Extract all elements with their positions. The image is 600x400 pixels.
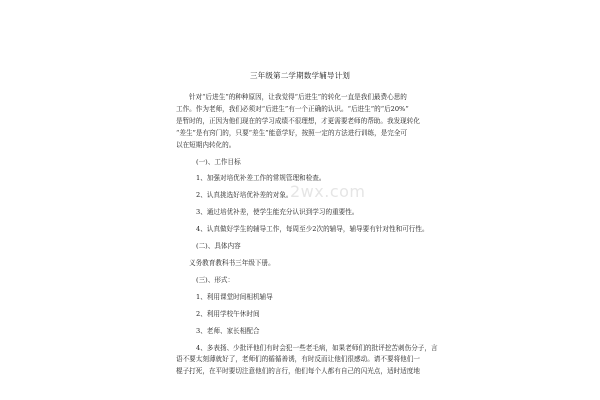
goal-item: 4、认真做好学生的辅导工作，每周至少2次的辅导，辅导要有针对性和可行性。 [196,225,429,234]
intro-line: 针对“后进生”的种种原因，让我觉得“后进生”的转化一直是我们最费心思的 [189,93,407,101]
section-heading-content: (二)、具体内容 [196,242,241,251]
point4-line: 语不要太刻薄就好了，老师们的循循善诱，有时反而让他们很感动。请不要将他们一 [176,355,420,364]
document-title: 三年级第二学期数学辅导计划 [249,71,351,80]
point4-paragraph [176,343,436,379]
document-body [176,92,436,378]
section-heading-forms: (三)、形式： [196,275,235,284]
intro-paragraph [176,92,436,152]
goal-item: 1、加强对培优补差工作的常规管理和检查。 [196,174,326,183]
form-item: 2、利用学校午休时间 [196,309,260,318]
intro-line: “差生”是有窍门的，只要“差生”能意学好，按照一定的方法进行训练，是完全可 [176,128,408,137]
intro-line: 是暂时的，正因为他们现在的学习成绩不很理想，才更需要老师的帮助。我发现转化 [176,116,420,125]
form-item: 3、老师、家长相配合 [196,326,260,335]
intro-line: 工作。作为老师，我们必须对“后进生”有一个正确的认识。“后进生”的“后20%” [176,104,409,113]
section-heading-goals: (一)、工作目标 [196,157,241,166]
watermark-text: 2wx.com [290,182,366,201]
intro-line: 以在短期内转化的。 [176,140,236,149]
content-line: 义务教育教科书三年级下册。 [189,258,275,267]
form-item: 1、利用课堂时间相机辅导 [196,292,273,301]
point4-line: 4、多表扬、少批评他们有时会犯一些老毛病，如果老师们的批评挖苦刺伤分子，言 [196,343,438,352]
goal-item: 2、认真挑选好培优补差的对象。 [196,191,293,200]
point4-line: 棍子打死，在平时要切注意他们的言行，他们每个人都有自己的闪光点，适时适度地 [176,367,420,376]
goal-item: 3、通过培优补差，使学生能充分认识到学习的重要性。 [196,208,359,217]
